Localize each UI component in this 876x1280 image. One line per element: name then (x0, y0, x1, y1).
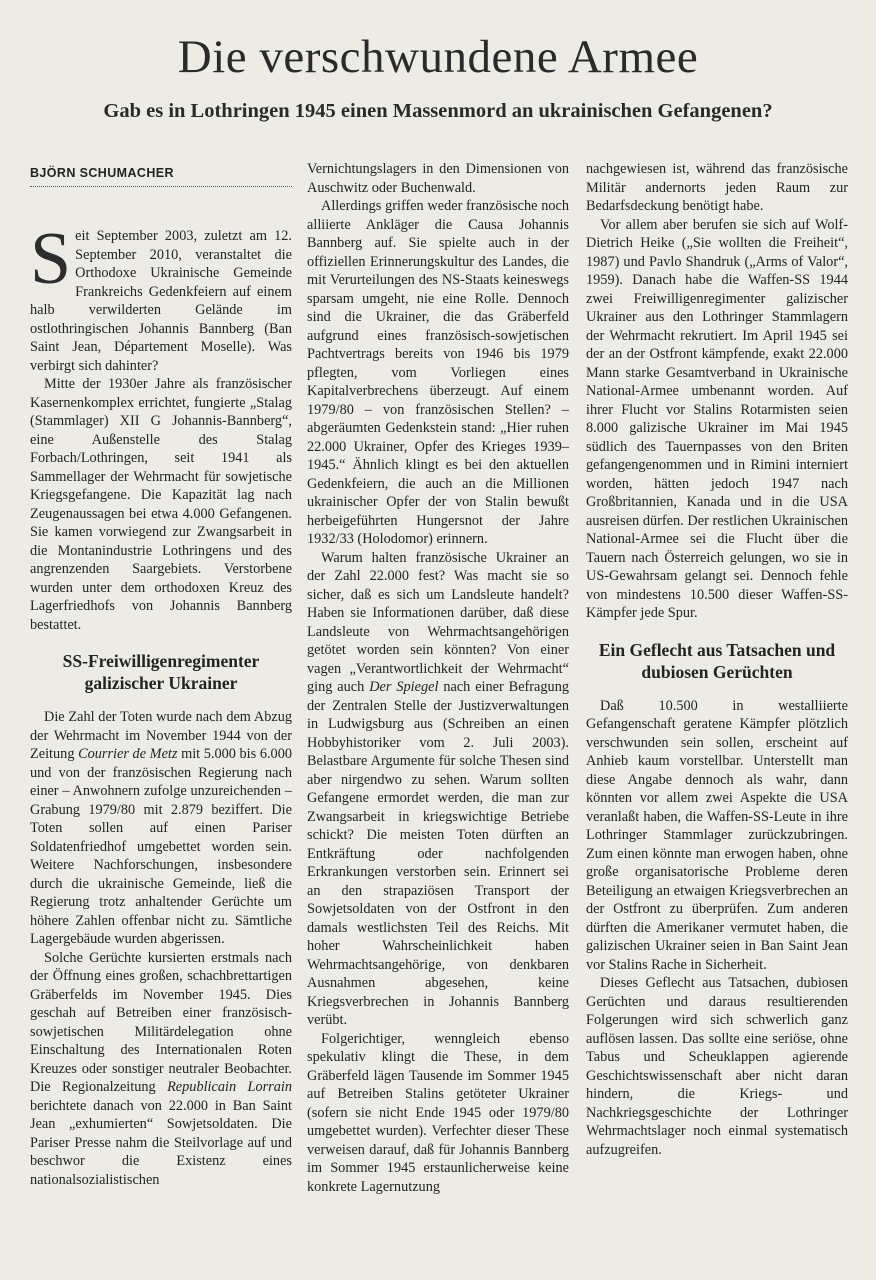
paragraph: Allerdings griffen weder französische noch alliierte Ankläger die Causa Johannis Bannberg auf. Sie spielte auch in der offiziellen Erinnerungskultur des Landes, die mit Verurteilungen des NS-Staats keineswegs sparsam umgeht, nie eine Rolle. Dennoch sind die Ukrainer, die das Gräberfeld aufgrund eines französisch-sowjetischen Pachtvertrags bereits von 1946 bis 1979 pflegten, vom Vorliegen eines Kapitalverbrechens überzeugt. Auf einem 1979/80 – von französischen Stellen? – abgeräumten Gedenkstein stand: „Hier ruhen 22.000 Ukrainer, Opfer des Krieges 1939–1945.“ Ähnlich klingt es bei den aktuellen Gedenkfeiern, die auch an die Millionen ukrainischer Opfer der von Stalin bewußt herbeigeführten Hungersnot der Jahre 1932/33 (Holodomor) erinnern. (307, 198, 569, 547)
paragraph: Folgerichtiger, wenngleich ebenso spekulativ klingt die These, in dem Gräberfeld lägen Tausende im Sommer 1945 auf Betreiben Stalins getöteter Ukrainer (sofern sie nicht Ende 1945 oder 1979/80 umgebettet wurden). Verfechter dieser These verweisen darauf, daß für Johannis Bannberg im Sommer 1945 erstaunlicherweise keine konkrete Lagernutzung (307, 1030, 569, 1195)
lead-paragraph (30, 218, 292, 375)
drop-cap: S (30, 218, 72, 300)
paragraph: Vernichtungslagers in den Dimensionen von Auschwitz oder Buchenwald. (307, 161, 569, 196)
newspaper-name: Courrier de Metz (78, 746, 178, 762)
paragraph: Die Zahl der Toten wurde nach dem Abzug der Wehrmacht im November 1944 von der Zeitung Courrier de Metz mit 5.000 bis 6.000 und von der französischen Regierung nach einer – Anwohnern zufolge unzureichenden – Grabung 1979/80 mit 2.879 beziffert. Die Toten sollen auf einen Pariser Soldatenfriedhof umgebettet worden sein. Weitere Nachforschungen, insbesondere durch die ukrainische Gemeinde, ließ die Regierung trotz anhaltender Gerüchte um höhere Zahlen offenbar nicht zu. Sämtliche Lagergebäude wurden abgerissen. (30, 709, 292, 947)
byline-divider (30, 186, 292, 187)
paragraph: nachgewiesen ist, während das französische Militär andernorts jeden Raum zur Bedarfsdeckung benötigt habe. (586, 161, 848, 214)
section-heading: SS-Freiwilligenregimenter galizischer Ukrainer (62, 651, 260, 693)
paragraph: Mitte der 1930er Jahre als französischer Kasernenkomplex errichtet, fungierte „Stalag (Stammlager) XII G Johannis-Bannberg“, eine Außenstelle des Stalag Forbach/Lothringen, seit 1941 als Sammellager der Wehrmacht für sowjetische Kriegsgefangene. Die Kapazität lag nach Zeugenaussagen bei etwa 4.000 Gefangenen. Sie kamen vorwiegend zur Zwangsarbeit in die Montanindustrie Lothringens und des angrenzenden Saargebiets. Verstorbene wurden unter dem orthodoxen Kreuz des Lagerfriedhofs von Johannis Bannberg bestattet. (30, 376, 292, 633)
paragraph: Solche Gerüchte kursierten erstmals nach der Öffnung eines großen, schachbrettartigen Gräberfelds im November 1945. Dies geschah auf Betreiben einer französisch-sowjetischen Militärdelegation ohne Einschaltung des Internationalen Roten Kreuzes oder sonstiger neutraler Beobachter. Die Regionalzeitung Republicain Lorrain berichtete danach von 22.000 in Ban Saint Jean „exhumierten“ Sowjetsoldaten. Die Pariser Presse nahm die Steilvorlage auf und beschwor die Existenz eines nationalsozialistischen (30, 949, 292, 1188)
subheadline: Gab es in Lothringen 1945 einen Massenmord an ukrainischen Gefangenen? (103, 100, 773, 122)
paragraph: Daß 10.500 in westalliierte Gefangenschaft geratene Kämpfer plötzlich verschwunden sein sollen, erscheint auf Anhieb kaum vorstellbar. Unterstellt man diese Angabe dennoch als wahr, dann könnten vor allem zwei Aspekte die USA veranlaßt haben, die Waffen-SS-Leute in ihre Lothringer Stammlager zurückzubringen. Zum einen könnte man erwogen haben, ohne große organisatorische Probleme deren Beteiligung an etwaigen Kriegsverbrechen an der Ostfront zu überprüfen. Zum anderen dürften die Amerikaner vermutet haben, die galizischen Ukrainer seien in Ban Saint Jean vor Stalins Rache in Sicherheit. (586, 697, 848, 973)
column-2 (307, 160, 569, 1260)
column-3 (586, 160, 848, 1260)
paragraph-text: eit September 2003, zuletzt am 12. September 2010, veranstaltet die Orthodoxe Ukrainische Gemeinde Frankreichs Gedenkfeiern auf einem halb verwilderten Gelände im ostlothringischen Johannis Bannberg (Ban Saint Jean, Département Moselle). Was verbirgt sich dahinter? (30, 228, 292, 374)
headline: Die verschwundene Armee (177, 31, 699, 83)
magazine-name: Der Spiegel (369, 679, 439, 695)
paragraph: Dieses Geflecht aus Tatsachen, dubiosen Gerüchten und daraus resultierenden Folgerungen wird sich schwerlich ganz auflösen lassen. Das sollte eine seriöse, ohne Tabus und Scheuklappen agierende Geschichtswissenschaft aber nicht daran hindern, die Kriegs- und Nachkriegsgeschichte der Lothringer Wehrmachtslager noch einmal systematisch aufzugreifen. (586, 975, 848, 1158)
newspaper-name: Republicain Lorrain (167, 1079, 292, 1095)
author-byline: BJÖRN SCHUMACHER (30, 166, 174, 180)
paragraph: Warum halten französische Ukrainer an der Zahl 22.000 fest? Was macht sie so sicher, daß es sich um Landsleute handelt? Haben sie Informationen darüber, daß diese Landsleute von Wehrmachtsangehörigen getötet worden sein könnten? Von einer vagen „Verantwortlichkeit der Wehrmacht“ ging auch Der Spiegel nach einer Befragung der Zentralen Stelle der Justizverwaltungen in Ludwigsburg aus (Schreiben an einen Hobbyhistoriker vom 2. Juli 2003). Belastbare Argumente für solche Thesen sind aber nirgendwo zu sehen. Warum sollten Gefangene ermordet werden, die man zur Zwangsarbeit in kriegswichtige Betriebe schickt? Die meisten Toten dürften an Entkräftung oder nachfolgenden Erkrankungen verstorben sein. Erinnert sei an den strapaziösen Transport der Sowjetsoldaten von der Ostfront in den damals westlichsten Teil des Reichs. Mit hoher Wahrscheinlichkeit haben Wehrmachtsangehörige, von denkbaren Ausnahmen abgesehen, keine Kriegsverbrechen in Johannis Bannberg verübt. (307, 549, 570, 1028)
paragraph: Vor allem aber berufen sie sich auf Wolf-Dietrich Heike („Sie wollten die Freiheit“, 1987) und Pavlo Shandruk („Arms of Valor“, 1959). Danach habe die Waffen-SS 1944 zwei Freiwilligenregimenter galizischer Ukrainer aus den Lothringer Stammlagern der Wehrmacht rekrutiert. Im April 1945 sei der an der Ostfront kämpfende, exakt 22.000 Mann starke Gesamtverband in Ukrainische National-Armee umbenannt worden. Auf ihrer Flucht vor Stalins Rotarmisten seien 8.000 galizische Ukrainer im Mai 1945 südlich des Tauernpasses von den Briten gefangengenommen und in Rimini interniert worden, hätten jedoch 1947 nach Großbritannien, Kanada und in die USA ausreisen dürfen. Der restlichen Ukrainischen National-Armee sei die Flucht über die Tauern nach Österreich gelungen, wo sie in US-Gewahrsam gelangt sei. Dennoch fehle von mindestens 10.500 dieser Waffen-SS-Kämpfer jede Spur. (586, 216, 848, 621)
column-1 (30, 160, 292, 1260)
section-heading: Ein Geflecht aus Tatsachen und dubiosen Gerüchten (598, 639, 836, 682)
